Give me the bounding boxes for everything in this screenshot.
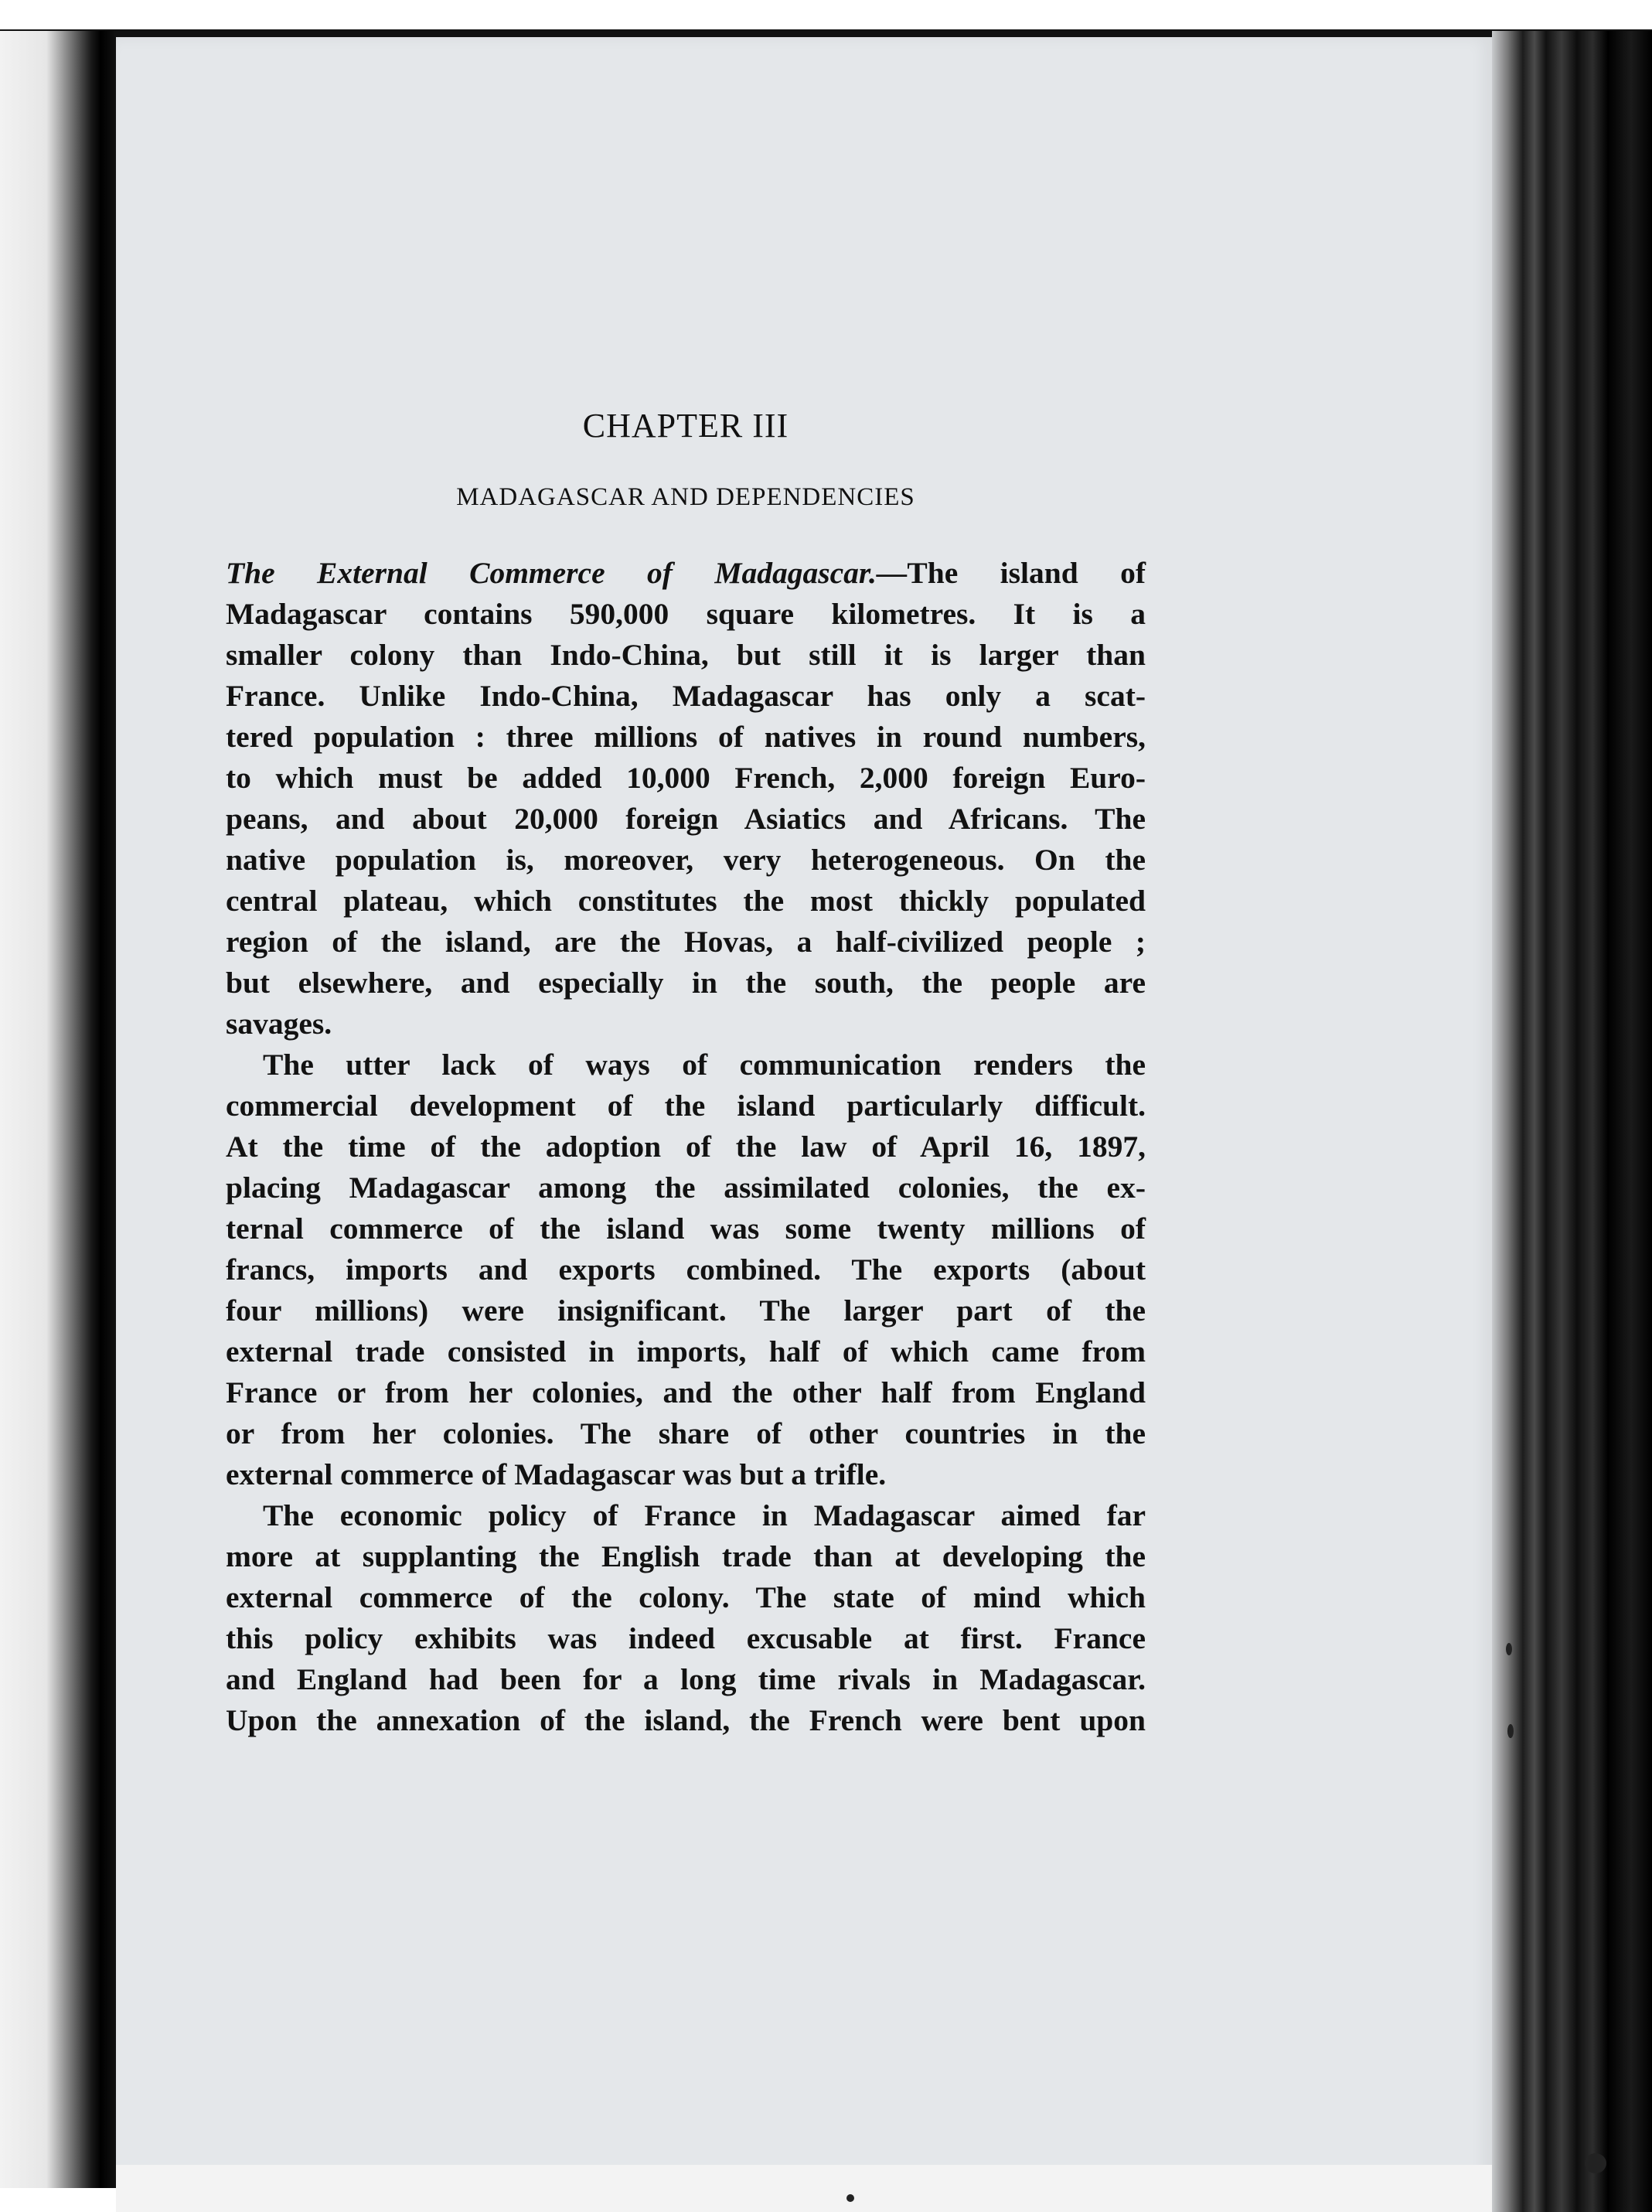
paragraph-line: to which must be added 10,000 French, 2,000 foreign Euro- [226,761,1146,795]
paragraph-line: native population is, moreover, very heterogeneous. On the [226,843,1146,877]
paragraph-line: ternal commerce of the island was some twenty millions of [226,1212,1146,1246]
paragraph-line: four millions) were insignificant. The larger part of the [226,1293,1146,1328]
line-text-0: The island of [907,556,1146,590]
paragraph-line: this policy exhibits was indeed excusable at first. France [226,1621,1146,1655]
scan-speck [1506,1643,1512,1655]
paragraph-line: Upon the annexation of the island, the French were bent upon [226,1703,1146,1737]
paragraph-line: central plateau, which constitutes the most thickly populated [226,884,1146,918]
paragraph-line: external trade consisted in imports, half of which came from [226,1334,1146,1368]
paragraph-line: region of the island, are the Hovas, a half-civilized people ; [226,925,1146,959]
paragraph-line: tered population : three millions of natives in round numbers, [226,720,1146,754]
left-gutter [0,31,116,2188]
paragraph-line: francs, imports and exports combined. The exports (about [226,1253,1146,1287]
paragraph-line: commercial development of the island particularly difficult. [226,1089,1146,1123]
paragraph-line: Madagascar contains 590,000 square kilometres. It is a [226,597,1146,631]
paragraph-line: and England had been for a long time rivals in Madagascar. [226,1662,1146,1696]
paragraph-line: more at supplanting the English trade than at developing the [226,1539,1146,1573]
scan-speck [1585,2153,1606,2173]
paragraph-line: The utter lack of ways of communication renders the [263,1048,1146,1082]
paragraph-line: external commerce of Madagascar was but a trifle. [226,1457,887,1491]
paragraph-line: but elsewhere, and especially in the south, the people are [226,966,1146,1000]
paragraph-line: or from her colonies. The share of other countries in the [226,1416,1146,1450]
paragraph-line: France or from her colonies, and the other half from England [226,1375,1146,1409]
chapter-title: CHAPTER III [582,407,789,445]
chapter-subtitle: MADAGASCAR AND DEPENDENCIES [456,483,915,511]
paragraph-line-1 [226,553,1146,594]
paragraph-line: The economic policy of France in Madagascar aimed far [263,1498,1146,1532]
scan-speck [1507,1724,1514,1738]
scan-speck [846,2194,854,2202]
section-heading: The External Commerce of Madagascar.— [226,556,908,590]
paragraph-line: France. Unlike Indo-China, Madagascar has only a scat- [226,679,1146,713]
paragraph-line: smaller colony than Indo-China, but still it is larger than [226,638,1146,672]
paragraph-line: peans, and about 20,000 foreign Asiatics and Africans. The [226,802,1146,836]
paragraph-line: external commerce of the colony. The state of mind which [226,1580,1146,1614]
right-binding-edge [1492,31,1652,2212]
paragraph-line: At the time of the adoption of the law of April 16, 1897, [226,1130,1146,1164]
scan-bottom-margin [116,2165,1492,2212]
paragraph-line: savages. [226,1007,332,1041]
paragraph-line: placing Madagascar among the assimilated colonies, the ex- [226,1171,1146,1205]
